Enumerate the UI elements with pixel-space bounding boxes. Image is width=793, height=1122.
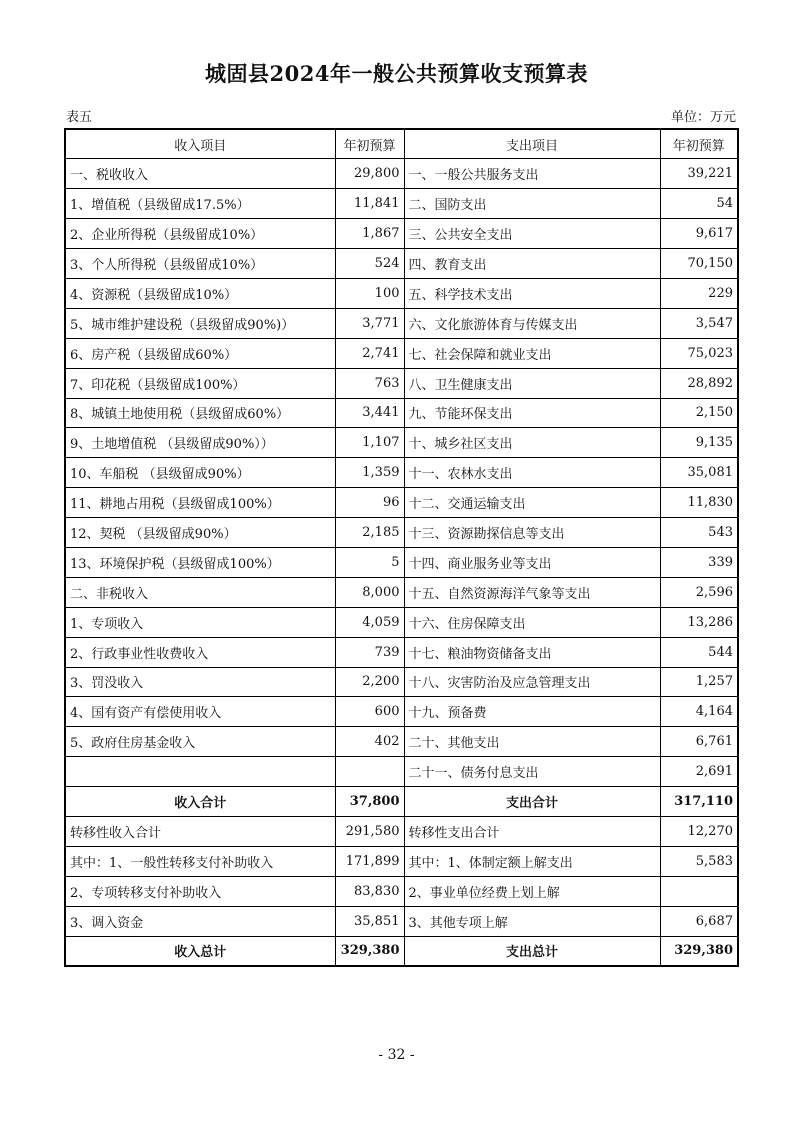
income-budget-cell: 29,800	[335, 159, 404, 189]
total-row	[65, 936, 738, 966]
table-row	[65, 368, 738, 398]
table-row	[65, 338, 738, 368]
income-transfer-detail-value: 35,851	[335, 906, 404, 936]
expense-item-cell: 二十、其他支出	[404, 727, 660, 757]
expense-budget-cell: 39,221	[660, 159, 738, 189]
table-body	[65, 159, 738, 787]
income-item-cell: 3、罚没收入	[65, 667, 335, 697]
expense-transfer-label: 转移性支出合计	[404, 816, 660, 846]
income-budget-cell: 2,741	[335, 338, 404, 368]
income-transfer-detail: 其中：1、一般性转移支付补助收入	[65, 846, 335, 876]
income-transfer-value: 291,580	[335, 816, 404, 846]
expense-budget-cell: 3,547	[660, 308, 738, 338]
table-row	[65, 577, 738, 607]
income-item-cell: 2、行政事业性收费收入	[65, 637, 335, 667]
expense-item-cell: 十九、预备费	[404, 697, 660, 727]
expense-item-cell: 十三、资源勘探信息等支出	[404, 518, 660, 548]
income-item-cell: 4、国有资产有偿使用收入	[65, 697, 335, 727]
expense-budget-cell: 2,691	[660, 757, 738, 787]
income-item-cell: 5、政府住房基金收入	[65, 727, 335, 757]
income-item-cell: 11、耕地占用税（县级留成100%）	[65, 488, 335, 518]
income-budget-cell: 4,059	[335, 607, 404, 637]
income-transfer-detail-value: 171,899	[335, 846, 404, 876]
income-budget-cell: 100	[335, 278, 404, 308]
header-expense-budget: 年初预算	[660, 129, 738, 159]
table-row	[65, 667, 738, 697]
expense-transfer-detail: 3、其他专项上解	[404, 906, 660, 936]
expense-item-cell: 十八、灾害防治及应急管理支出	[404, 667, 660, 697]
income-budget-cell: 1,867	[335, 219, 404, 249]
expense-item-cell: 一、一般公共服务支出	[404, 159, 660, 189]
income-subtotal-value: 37,800	[335, 787, 404, 817]
expense-transfer-value: 12,270	[660, 816, 738, 846]
income-subtotal-label: 收入合计	[65, 787, 335, 817]
income-budget-cell: 1,107	[335, 428, 404, 458]
table-summary	[65, 787, 738, 966]
expense-subtotal-label: 支出合计	[404, 787, 660, 817]
income-total-value: 329,380	[335, 936, 404, 966]
table-row	[65, 249, 738, 279]
table-row	[65, 278, 738, 308]
expense-item-cell: 十二、交通运输支出	[404, 488, 660, 518]
income-budget-cell: 600	[335, 697, 404, 727]
income-budget-cell: 96	[335, 488, 404, 518]
table-label: 表五	[66, 110, 93, 125]
expense-budget-cell: 6,761	[660, 727, 738, 757]
expense-transfer-detail-value: 6,687	[660, 906, 738, 936]
income-item-cell: 5、城市维护建设税（县级留成90%)）	[65, 308, 335, 338]
table-row	[65, 607, 738, 637]
expense-item-cell: 七、社会保障和就业支出	[404, 338, 660, 368]
income-total-label: 收入总计	[65, 936, 335, 966]
header-income-budget: 年初预算	[335, 129, 404, 159]
unit-label: 单位：万元	[670, 110, 736, 125]
income-item-cell: 8、城镇土地使用税（县级留成60%）	[65, 398, 335, 428]
table-row	[65, 189, 738, 219]
table-row	[65, 488, 738, 518]
income-item-cell: 12、契税 （县级留成90%）	[65, 518, 335, 548]
table-row	[65, 428, 738, 458]
expense-item-cell: 八、卫生健康支出	[404, 368, 660, 398]
expense-budget-cell: 339	[660, 547, 738, 577]
table-row	[65, 458, 738, 488]
income-budget-cell: 402	[335, 727, 404, 757]
expense-total-value: 329,380	[660, 936, 738, 966]
expense-budget-cell: 2,150	[660, 398, 738, 428]
income-item-cell: 一、税收收入	[65, 159, 335, 189]
income-budget-cell: 11,841	[335, 189, 404, 219]
transfer-row	[65, 816, 738, 846]
expense-budget-cell: 28,892	[660, 368, 738, 398]
income-budget-cell: 1,359	[335, 458, 404, 488]
income-transfer-label: 转移性收入合计	[65, 816, 335, 846]
expense-transfer-detail-value: 5,583	[660, 846, 738, 876]
table-row	[65, 398, 738, 428]
expense-budget-cell: 1,257	[660, 667, 738, 697]
subtotal-row	[65, 787, 738, 817]
income-budget-cell: 5	[335, 547, 404, 577]
income-budget-cell: 763	[335, 368, 404, 398]
expense-item-cell: 十、城乡社区支出	[404, 428, 660, 458]
expense-item-cell: 六、文化旅游体育与传媒支出	[404, 308, 660, 338]
expense-budget-cell: 13,286	[660, 607, 738, 637]
header-expense-item: 支出项目	[404, 129, 660, 159]
expense-budget-cell: 9,617	[660, 219, 738, 249]
budget-table	[64, 128, 739, 967]
table-row	[65, 757, 738, 787]
transfer-detail-row	[65, 906, 738, 936]
transfer-detail-row	[65, 876, 738, 906]
expense-budget-cell: 543	[660, 518, 738, 548]
income-item-cell: 二、非税收入	[65, 577, 335, 607]
expense-item-cell: 五、科学技术支出	[404, 278, 660, 308]
transfer-detail-row	[65, 846, 738, 876]
income-item-cell: 1、增值税（县级留成17.5%）	[65, 189, 335, 219]
income-item-cell: 9、土地增值税 （县级留成90%））	[65, 428, 335, 458]
expense-item-cell: 二、国防支出	[404, 189, 660, 219]
income-transfer-detail-value: 83,830	[335, 876, 404, 906]
table-row	[65, 547, 738, 577]
income-item-cell: 7、印花税（县级留成100%）	[65, 368, 335, 398]
expense-total-label: 支出总计	[404, 936, 660, 966]
income-budget-cell: 2,200	[335, 667, 404, 697]
table-row	[65, 219, 738, 249]
expense-budget-cell: 54	[660, 189, 738, 219]
expense-budget-cell: 11,830	[660, 488, 738, 518]
income-transfer-detail: 3、调入资金	[65, 906, 335, 936]
expense-item-cell: 十一、农林水支出	[404, 458, 660, 488]
expense-budget-cell: 544	[660, 637, 738, 667]
expense-item-cell: 十六、住房保障支出	[404, 607, 660, 637]
page-title: 城固县2024年一般公共预算收支预算表	[205, 61, 588, 86]
income-budget-cell: 2,185	[335, 518, 404, 548]
expense-item-cell: 四、教育支出	[404, 249, 660, 279]
income-budget-cell: 8,000	[335, 577, 404, 607]
expense-budget-cell: 35,081	[660, 458, 738, 488]
expense-budget-cell: 4,164	[660, 697, 738, 727]
income-item-cell: 1、专项收入	[65, 607, 335, 637]
expense-subtotal-value: 317,110	[660, 787, 738, 817]
expense-transfer-detail-value	[660, 876, 738, 906]
expense-budget-cell: 70,150	[660, 249, 738, 279]
income-item-cell: 13、环境保护税（县级留成100%）	[65, 547, 335, 577]
income-transfer-detail: 2、专项转移支付补助收入	[65, 876, 335, 906]
income-budget-cell: 524	[335, 249, 404, 279]
income-item-cell	[65, 757, 335, 787]
expense-budget-cell: 9,135	[660, 428, 738, 458]
income-item-cell: 10、车船税 （县级留成90%）	[65, 458, 335, 488]
expense-item-cell: 十七、粮油物资储备支出	[404, 637, 660, 667]
expense-item-cell: 九、节能环保支出	[404, 398, 660, 428]
table-row	[65, 697, 738, 727]
income-budget-cell: 3,441	[335, 398, 404, 428]
table-row	[65, 637, 738, 667]
table-header-row	[65, 129, 738, 159]
expense-transfer-detail: 其中：1、体制定额上解支出	[404, 846, 660, 876]
expense-budget-cell: 229	[660, 278, 738, 308]
expense-item-cell: 三、公共安全支出	[404, 219, 660, 249]
income-budget-cell	[335, 757, 404, 787]
expense-transfer-detail: 2、事业单位经费上划上解	[404, 876, 660, 906]
income-budget-cell: 739	[335, 637, 404, 667]
income-item-cell: 2、企业所得税（县级留成10%）	[65, 219, 335, 249]
expense-item-cell: 二十一、债务付息支出	[404, 757, 660, 787]
expense-budget-cell: 75,023	[660, 338, 738, 368]
expense-item-cell: 十四、商业服务业等支出	[404, 547, 660, 577]
income-item-cell: 6、房产税（县级留成60%）	[65, 338, 335, 368]
table-row	[65, 727, 738, 757]
income-budget-cell: 3,771	[335, 308, 404, 338]
table-row	[65, 308, 738, 338]
table-row	[65, 159, 738, 189]
expense-item-cell: 十五、自然资源海洋气象等支出	[404, 577, 660, 607]
page-number: - 32 -	[378, 1047, 415, 1063]
table-row	[65, 518, 738, 548]
income-item-cell: 3、个人所得税（县级留成10%）	[65, 249, 335, 279]
income-item-cell: 4、资源税（县级留成10%）	[65, 278, 335, 308]
header-income-item: 收入项目	[65, 129, 335, 159]
expense-budget-cell: 2,596	[660, 577, 738, 607]
